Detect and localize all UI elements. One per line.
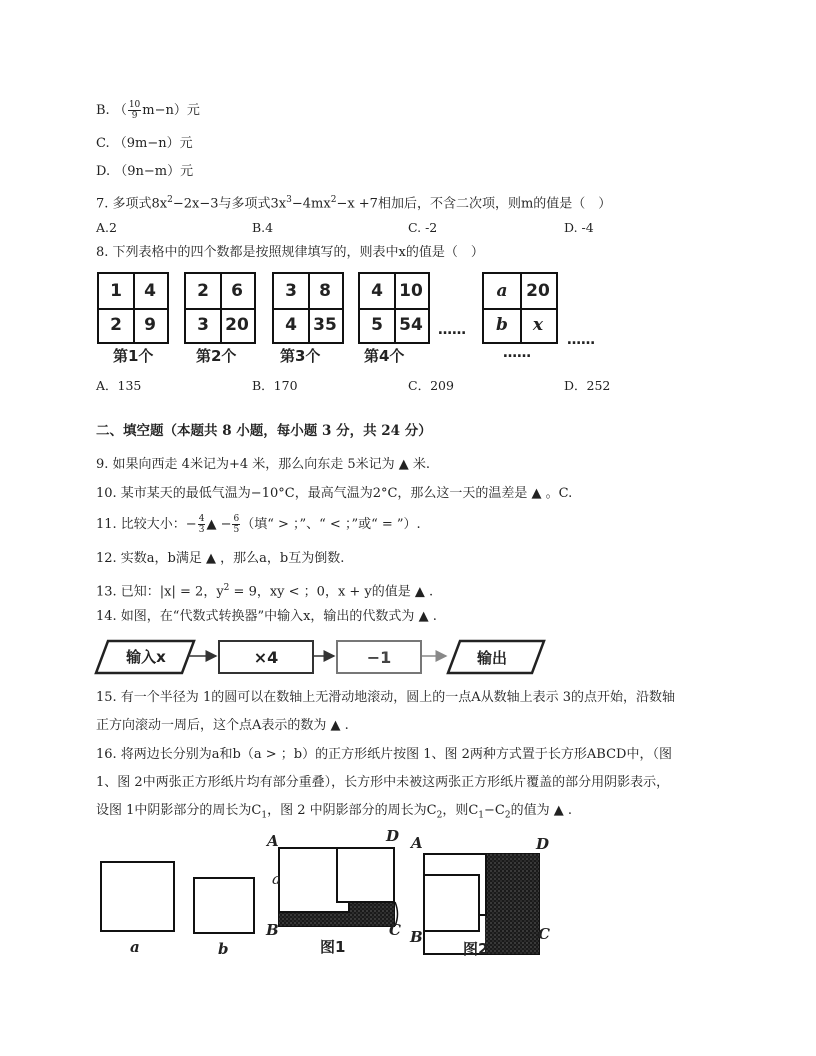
q11-suffix: （填“ > ；”、“ < ；”或“ = ”）. <box>241 517 421 532</box>
grid-cell: 35 <box>313 315 337 335</box>
q7-sup3: 2 <box>330 195 337 205</box>
grid-cell: a <box>496 281 508 301</box>
fig1-vertex-c: C <box>389 921 401 939</box>
question-16-line-1: 16. 将两边长分别为a和b（a > ；b）的正方形纸片按图 1、图 2两种方式置于长方形ABCD中，（图 <box>96 747 672 762</box>
grid-cell: 4 <box>144 281 156 301</box>
option-d-q6: D. （9n−m）元 <box>96 164 194 179</box>
pattern-grid-5 <box>482 272 558 344</box>
square-a-placed <box>424 875 479 931</box>
pattern-grid-4 <box>358 272 430 344</box>
grid-label-2: 第2个 <box>196 347 237 365</box>
square-a <box>100 861 175 932</box>
q16-part-e: 的值为 ▲ . <box>510 803 572 818</box>
grid-cell: 2 <box>197 281 209 301</box>
q16-part-d: −C <box>484 803 505 818</box>
q7-option-d: D. -4 <box>564 220 594 235</box>
option-b-q6 <box>96 100 200 121</box>
ellipsis-2: …… <box>503 345 531 361</box>
question-16-line-2: 1、图 2中两张正方形纸片均有部分重叠），长方形中未被这两张正方形纸片覆盖的部分用阴影表示， <box>96 775 670 790</box>
q7-option-a: A.2 <box>96 220 117 235</box>
question-12: 12. 实数a，b满足 ▲ ，那么a，b互为倒数. <box>96 551 345 566</box>
question-8: 8. 下列表格中的四个数都是按照规律填写的，则表中x的值是（ ） <box>96 245 484 260</box>
grid-label-1: 第1个 <box>113 347 154 365</box>
fig2-vertex-c: C <box>538 925 550 943</box>
grid-cell: 3 <box>285 281 297 301</box>
grid-cell: 2 <box>110 315 122 335</box>
fig2-vertex-b: B <box>410 928 423 946</box>
question-13 <box>96 578 433 602</box>
ellipsis-3: …… <box>567 332 595 348</box>
grid-cell: 5 <box>371 315 383 335</box>
fig1-vertex-b: B <box>266 921 279 939</box>
q16-sub: 2 <box>504 810 511 821</box>
shaded-region <box>279 912 335 926</box>
question-9: 9. 如果向西走 4米记为+4 米，那么向东走 5米记为 ▲ 米. <box>96 457 431 472</box>
question-14: 14. 如图，在“代数式转换器”中输入x，输出的代数式为 ▲ . <box>96 609 437 624</box>
grid-label-4: 第4个 <box>364 347 405 365</box>
option-b-suffix: m−n）元 <box>142 103 200 118</box>
pattern-grid-1 <box>97 272 169 344</box>
figure-2-diagram <box>410 826 550 956</box>
fig1-side-a: a <box>272 870 281 888</box>
question-15-line-2: 正方向滚动一周后，这个点A表示的数为 ▲ . <box>96 718 349 733</box>
label-b: b <box>218 940 229 958</box>
grid-cell: 10 <box>399 281 423 301</box>
frac-num: 10 <box>128 100 141 110</box>
q16-sub: 1 <box>261 810 268 821</box>
question-10: 10. 某市某天的最低气温为−10°C，最高气温为2°C，那么这一天的温差是 ▲ 。C. <box>96 486 573 501</box>
q11-prefix: 11. 比较大小：− <box>96 517 197 532</box>
flow-step-subtract: −1 <box>336 640 422 674</box>
q7-part-c: −4mx <box>291 196 331 212</box>
grid-label-3: 第3个 <box>280 347 321 365</box>
question-16-line-3 <box>96 801 572 826</box>
grid-cell: 20 <box>225 315 249 335</box>
grid-cell: 3 <box>197 315 209 335</box>
ellipsis-1: …… <box>438 322 466 338</box>
flow-input-label: 输入x <box>126 648 166 666</box>
fig1-vertex-a: A <box>267 832 279 850</box>
q13-part-a: 13. 已知：|x| = 2，y <box>96 584 224 600</box>
fig2-vertex-d: D <box>536 835 550 853</box>
figure-2-caption: 图2 <box>463 940 489 958</box>
option-b-prefix: B. （ <box>96 103 127 118</box>
q16-part-c: ，则C <box>442 803 479 818</box>
flow-step-multiply: ×4 <box>218 640 314 674</box>
q7-part-a: 7. 多项式8x <box>96 196 168 212</box>
q7-part-d: −x +7相加后，不含二次项，则m的值是（ ） <box>336 196 612 212</box>
grid-cell: 4 <box>371 281 383 301</box>
q8-option-d: D．252 <box>564 378 611 393</box>
q7-option-b: B.4 <box>252 220 274 235</box>
square-b-placed <box>337 848 394 902</box>
frac-num: 4 <box>198 514 205 524</box>
grid-cell: 20 <box>526 281 550 301</box>
grid-cell: 6 <box>231 281 243 301</box>
fraction-4-3 <box>198 514 206 535</box>
label-a: a <box>130 938 140 956</box>
flow-output-label: 输出 <box>476 649 507 667</box>
q8-option-c: C．209 <box>408 378 454 393</box>
q7-option-c: C. -2 <box>408 220 438 235</box>
square-b <box>193 877 255 934</box>
grid-cell: b <box>496 315 508 335</box>
q13-part-b: = 9，xy < ；0，x + y的值是 ▲ . <box>229 584 434 600</box>
question-15-line-1: 15. 有一个半径为 1的圆可以在数轴上无滑动地滚动，圆上的一点A从数轴上表示 3的点开始，沿数轴 <box>96 690 676 705</box>
option-c-q6: C. （9m−n）元 <box>96 136 193 151</box>
q16-sub: 2 <box>436 810 443 821</box>
pattern-grid-2 <box>184 272 256 344</box>
question-11 <box>96 514 421 535</box>
q7-part-b: −2x−3与多项式3x <box>172 196 287 212</box>
grid-cell: 9 <box>144 315 156 335</box>
grid-cell: 1 <box>110 281 122 301</box>
q13-sup: 2 <box>223 583 230 593</box>
q16-sub: 1 <box>478 810 484 821</box>
fraction-6-5 <box>232 514 240 535</box>
frac-den: 3 <box>198 525 205 535</box>
pattern-grid-3 <box>272 272 344 344</box>
fraction-10-9 <box>128 100 141 121</box>
grid-cell: x <box>532 315 544 335</box>
q16-part-b: ，图 2 中阴影部分的周长为C <box>267 803 437 818</box>
shaded-region <box>485 854 539 954</box>
grid-cell: 54 <box>399 315 423 335</box>
grid-cell: 8 <box>319 281 331 301</box>
frac-den: 5 <box>233 525 240 535</box>
figure-1-caption: 图1 <box>320 938 346 956</box>
question-7 <box>96 190 611 214</box>
fig1-vertex-d: D <box>386 827 400 845</box>
q8-option-a: A．135 <box>96 378 142 393</box>
section-heading: 二、填空题（本题共 8 小题，每小题 3 分，共 24 分） <box>96 423 432 439</box>
q16-part-a: 设图 1中阴影部分的周长为C <box>96 803 262 818</box>
frac-num: 6 <box>233 514 240 524</box>
frac-den: 9 <box>131 111 138 121</box>
q7-sup1: 2 <box>167 195 173 205</box>
q11-mid: ▲ − <box>206 517 232 532</box>
q7-sup2: 3 <box>286 195 292 205</box>
q8-option-b: B．170 <box>252 378 298 393</box>
grid-cell: 4 <box>285 315 297 335</box>
fig2-vertex-a: A <box>411 834 423 852</box>
